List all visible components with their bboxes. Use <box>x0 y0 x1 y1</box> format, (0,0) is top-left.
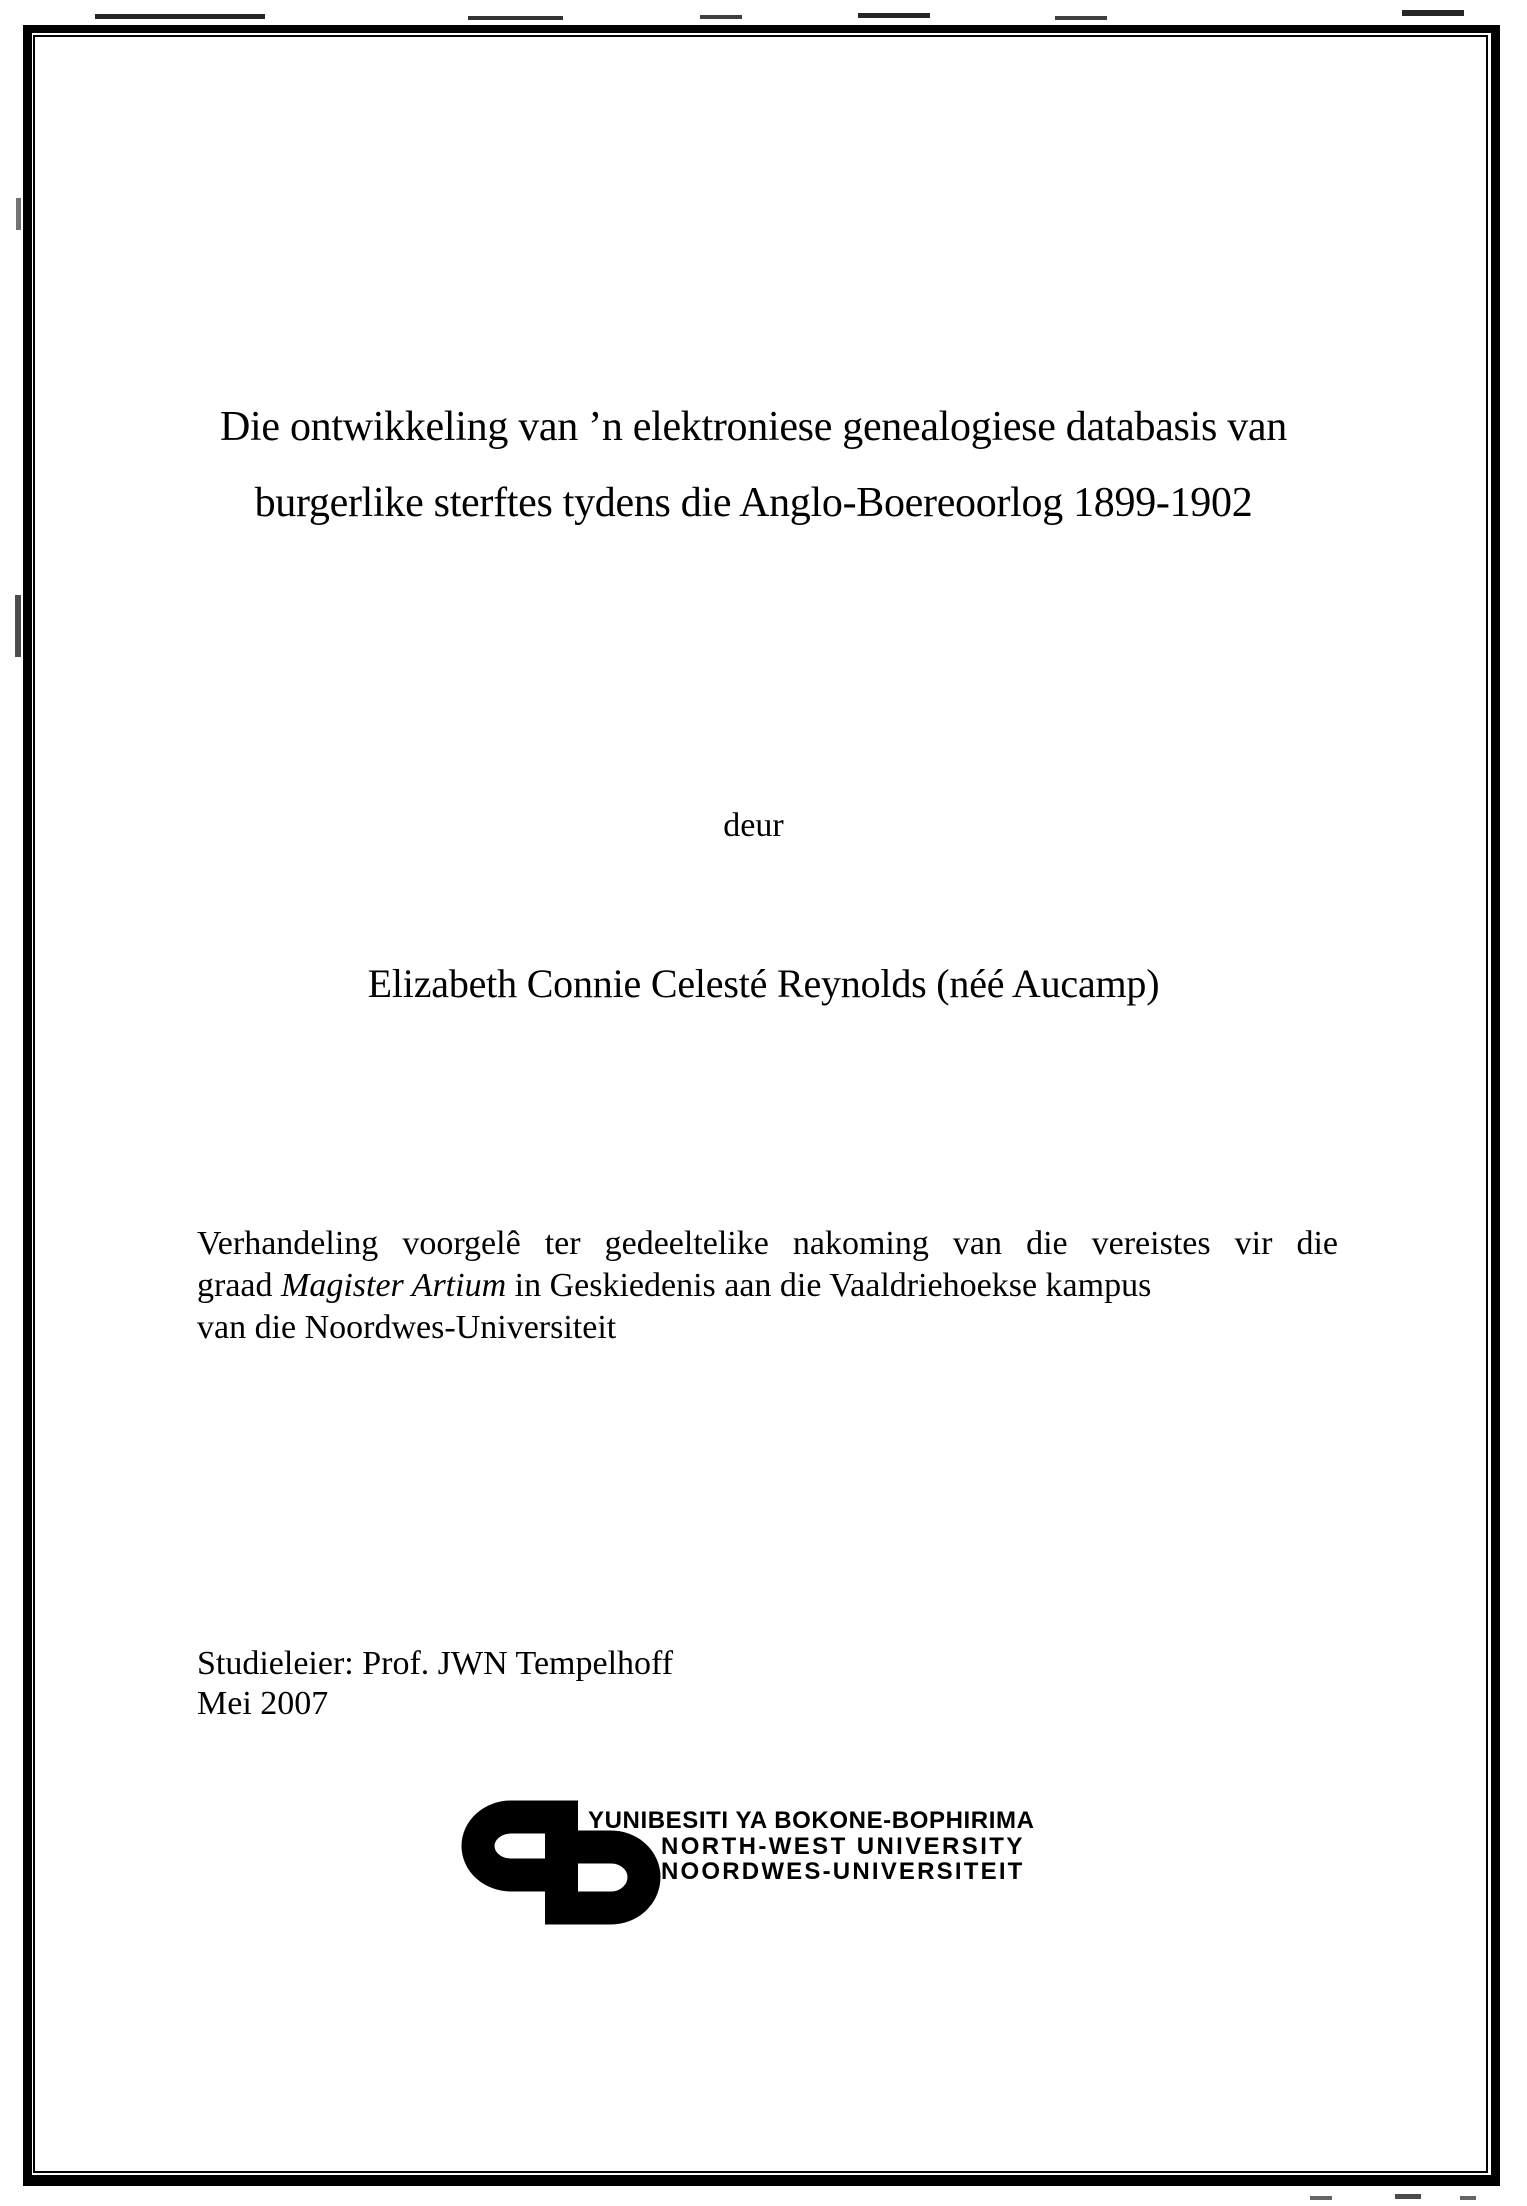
date-line: Mei 2007 <box>197 1685 329 1722</box>
statement-line-2 <box>197 1265 1338 1307</box>
scan-artifact <box>468 16 563 20</box>
scan-artifact <box>16 198 21 230</box>
nwu-logo-line-2: NORTH-WEST UNIVERSITY <box>661 1832 1025 1860</box>
author-name: Elizabeth Connie Celesté Reynolds (néé Aucamp) <box>367 961 1160 1006</box>
title-line-1: Die ontwikkeling van ’n elektroniese genealogiese databasis van <box>220 404 1287 450</box>
scan-artifact <box>1395 2194 1421 2199</box>
statement-line2-suffix: in Geskiedenis aan die Vaaldriehoekse kampus <box>506 1267 1152 1304</box>
degree-statement <box>197 1223 1338 1349</box>
supervisor-line: Studieleier: Prof. JWN Tempelhoff <box>197 1645 674 1682</box>
statement-degree-name: Magister Artium <box>281 1267 507 1304</box>
scan-artifact <box>858 13 930 18</box>
scan-artifact <box>1055 16 1107 20</box>
nwu-logo-line-3: NOORDWES-UNIVERSITEIT <box>661 1858 1025 1885</box>
page-title <box>130 389 1377 541</box>
statement-line2-prefix: graad <box>197 1267 282 1304</box>
statement-line-1: Verhandeling voorgelê ter gedeeltelike nakoming van die vereistes vir die <box>197 1225 1338 1262</box>
scan-artifact <box>1460 2196 1476 2200</box>
nwu-logo-wordmark <box>588 1808 1035 1885</box>
scan-artifact <box>1402 10 1464 16</box>
scan-artifact <box>15 595 21 657</box>
byline: deur <box>723 807 784 844</box>
north-west-university-logo <box>461 1799 1101 1949</box>
statement-line-3: van die Noordwes-Universiteit <box>197 1309 617 1346</box>
scan-artifact <box>95 14 265 19</box>
nwu-logo-line-1: YUNIBESITI YA BOKONE-BOPHIRIMA <box>588 1807 1035 1834</box>
supervisor-block <box>197 1644 1097 1724</box>
title-line-2: burgerlike sterftes tydens die Anglo-Boereoorlog 1899-1902 <box>254 480 1253 526</box>
scan-artifact <box>700 15 742 19</box>
scan-artifact <box>1310 2196 1332 2200</box>
